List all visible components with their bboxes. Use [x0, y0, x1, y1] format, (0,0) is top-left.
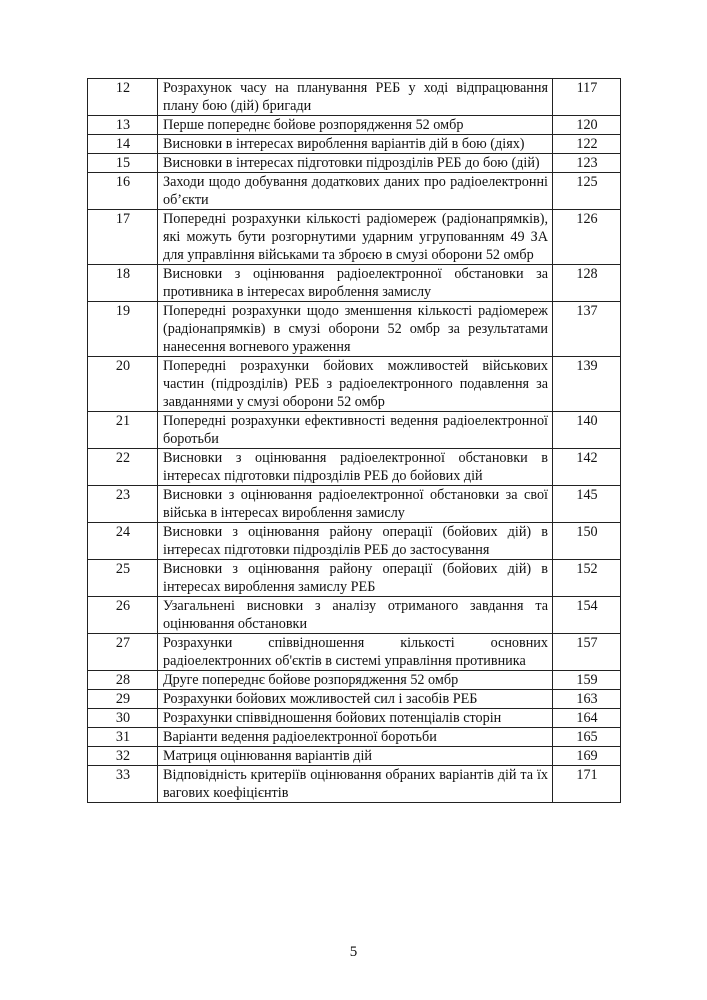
row-page-number: 120 [553, 116, 621, 135]
row-title: Висновки в інтересах вироблення варіантів дій в бою (діях) [158, 135, 553, 154]
table-row [88, 135, 621, 154]
row-page-number: 152 [553, 560, 621, 597]
table-row [88, 210, 621, 265]
row-title: Попередні розрахунки бойових можливостей військових частин (підрозділів) РЕБ з радіоелектронного подавлення за завданнями у смузі оборони 52 омбр [158, 357, 553, 412]
row-page-number: 159 [553, 671, 621, 690]
row-number: 16 [88, 173, 158, 210]
table-row [88, 357, 621, 412]
row-number: 23 [88, 486, 158, 523]
row-title: Узагальнені висновки з аналізу отриманого завдання та оцінювання обстановки [158, 597, 553, 634]
table-row [88, 79, 621, 116]
row-number: 25 [88, 560, 158, 597]
row-title: Розрахунки співвідношення бойових потенціалів сторін [158, 709, 553, 728]
row-page-number: 163 [553, 690, 621, 709]
table-row [88, 412, 621, 449]
row-number: 22 [88, 449, 158, 486]
row-number: 17 [88, 210, 158, 265]
table-row [88, 173, 621, 210]
row-number: 12 [88, 79, 158, 116]
table-row [88, 523, 621, 560]
row-page-number: 154 [553, 597, 621, 634]
row-number: 14 [88, 135, 158, 154]
row-title: Попередні розрахунки ефективності ведення радіоелектронної боротьби [158, 412, 553, 449]
row-page-number: 126 [553, 210, 621, 265]
table-row [88, 597, 621, 634]
row-number: 20 [88, 357, 158, 412]
table-row [88, 634, 621, 671]
row-page-number: 164 [553, 709, 621, 728]
row-title: Розрахунки бойових можливостей сил і засобів РЕБ [158, 690, 553, 709]
row-title: Розрахунок часу на планування РЕБ у ході відпрацювання плану бою (дій) бригади [158, 79, 553, 116]
row-page-number: 117 [553, 79, 621, 116]
table-row [88, 116, 621, 135]
row-page-number: 165 [553, 728, 621, 747]
table-row [88, 766, 621, 803]
row-title: Матриця оцінювання варіантів дій [158, 747, 553, 766]
row-number: 30 [88, 709, 158, 728]
table-row [88, 560, 621, 597]
row-page-number: 137 [553, 302, 621, 357]
contents-table [87, 78, 621, 803]
row-number: 18 [88, 265, 158, 302]
row-title: Висновки в інтересах підготовки підрозділів РЕБ до бою (дій) [158, 154, 553, 173]
row-page-number: 171 [553, 766, 621, 803]
row-number: 21 [88, 412, 158, 449]
row-number: 24 [88, 523, 158, 560]
table-row [88, 690, 621, 709]
page-number: 5 [349, 944, 358, 960]
row-title: Розрахунки співвідношення кількості основних радіоелектронних об'єктів в системі управління противника [158, 634, 553, 671]
row-title: Перше попереднє бойове розпорядження 52 омбр [158, 116, 553, 135]
row-page-number: 123 [553, 154, 621, 173]
row-title: Висновки з оцінювання радіоелектронної обстановки за свої війська в інтересах вироблення замислу [158, 486, 553, 523]
row-title: Висновки з оцінювання району операції (бойових дій) в інтересах вироблення замислу РЕБ [158, 560, 553, 597]
table-row [88, 302, 621, 357]
contents-table-body [88, 79, 621, 803]
row-number: 32 [88, 747, 158, 766]
row-title: Висновки з оцінювання району операції (бойових дій) в інтересах підготовки підрозділів РЕБ до застосування [158, 523, 553, 560]
row-title: Попередні розрахунки кількості радіомереж (радіонапрямків), які можуть бути розгорнутими ударним угрупованням 49 ЗА для управління військами та зброєю в смузі оборони 52 омбр [158, 210, 553, 265]
row-page-number: 128 [553, 265, 621, 302]
row-number: 28 [88, 671, 158, 690]
table-row [88, 709, 621, 728]
row-number: 29 [88, 690, 158, 709]
table-row [88, 154, 621, 173]
row-page-number: 140 [553, 412, 621, 449]
row-page-number: 169 [553, 747, 621, 766]
row-page-number: 150 [553, 523, 621, 560]
table-row [88, 449, 621, 486]
row-title: Висновки з оцінювання радіоелектронної обстановки за противника в інтересах вироблення замислу [158, 265, 553, 302]
row-number: 33 [88, 766, 158, 803]
row-number: 19 [88, 302, 158, 357]
row-number: 26 [88, 597, 158, 634]
table-row [88, 671, 621, 690]
table-row [88, 747, 621, 766]
table-row [88, 486, 621, 523]
row-page-number: 122 [553, 135, 621, 154]
table-row [88, 728, 621, 747]
row-page-number: 142 [553, 449, 621, 486]
row-page-number: 139 [553, 357, 621, 412]
row-title: Попередні розрахунки щодо зменшення кількості радіомереж (радіонапрямків) в смузі оборони 52 омбр за результатами нанесення вогневого ураження [158, 302, 553, 357]
row-number: 27 [88, 634, 158, 671]
row-number: 31 [88, 728, 158, 747]
row-title: Заходи щодо добування додаткових даних про радіоелектронні об’єкти [158, 173, 553, 210]
row-title: Варіанти ведення радіоелектронної боротьби [158, 728, 553, 747]
row-page-number: 125 [553, 173, 621, 210]
row-page-number: 145 [553, 486, 621, 523]
row-title: Друге попереднє бойове розпорядження 52 омбр [158, 671, 553, 690]
row-title: Відповідність критеріїв оцінювання обраних варіантів дій та їх вагових коефіцієнтів [158, 766, 553, 803]
table-row [88, 265, 621, 302]
row-number: 15 [88, 154, 158, 173]
row-number: 13 [88, 116, 158, 135]
row-title: Висновки з оцінювання радіоелектронної обстановки в інтересах підготовки підрозділів РЕБ до бойових дій [158, 449, 553, 486]
row-page-number: 157 [553, 634, 621, 671]
